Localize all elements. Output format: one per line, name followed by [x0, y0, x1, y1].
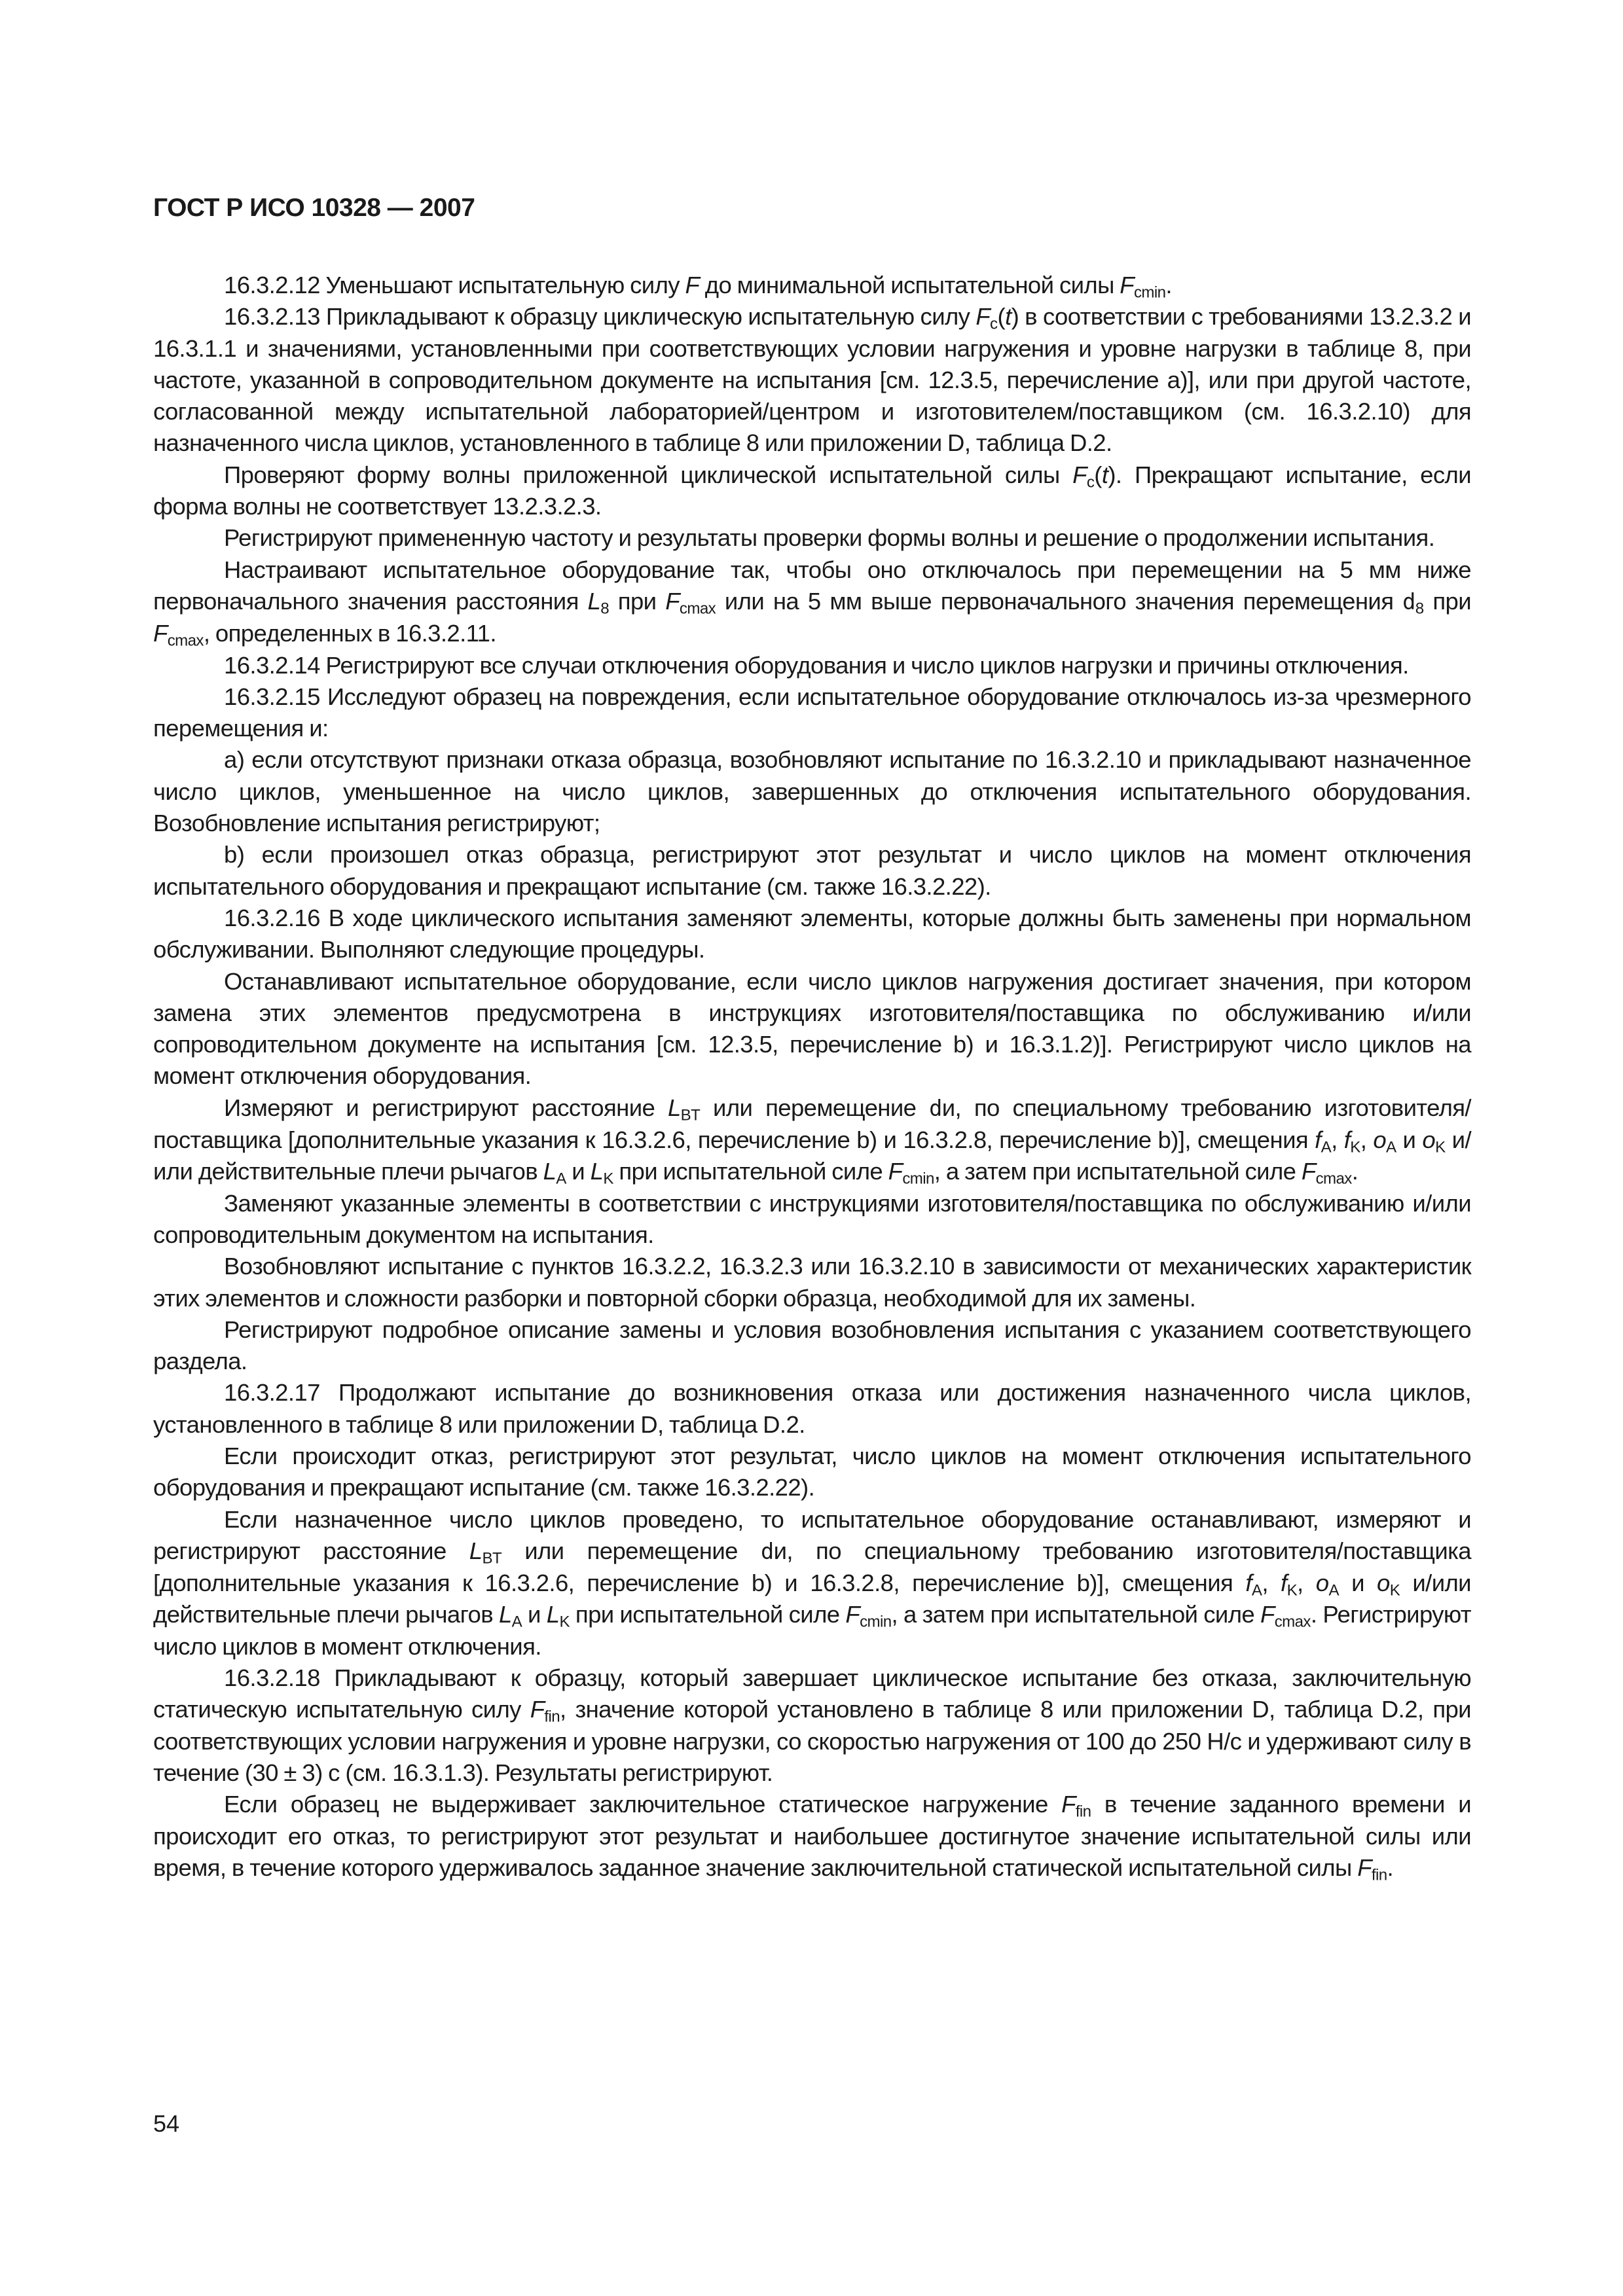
- paragraph: 16.3.2.14 Регистрируют все случаи отключения оборудования и число циклов нагрузки и причины отключения.: [224, 651, 1409, 679]
- paragraph: Если происходит отказ, регистрируют этот результат, число циклов на момент отключения испытательного оборудования и прекращают испытание (см. также 16.3.2.22).: [153, 1442, 1471, 1501]
- paragraph: Измеряют и регистрируют расстояние $L_{BT}$ или перемещение dи, по специальному требованию изготовителя/поставщика [дополнительные указания к 16.3.2.6, перечисление b) и 16.3.2.8, перечисление b)], смещения $f_A$, $f_K$, $o_A$ и $o_K$ и/или действительные плечи рычагов $L_A$ и $L_K$ при испытательной силе $F_{cmin}$, а затем при испытательной силе $F_{cmax}$.: [153, 1094, 1471, 1189]
- paragraph: 16.3.2.15 Исследуют образец на повреждения, если испытательное оборудование отключалось из-за чрезмерного перемещения и:: [153, 683, 1471, 742]
- paragraph: Останавливают испытательное оборудование, если число циклов нагружения достигает значения, при котором замена этих элементов предусмотрена в инструкциях изготовителя/поставщика по обслуживанию и/или сопроводительном документе на испытания [см. 12.3.5, перечисление b) и 16.3.1.2)]. Регистрируют число циклов на момент отключения оборудования.: [153, 967, 1471, 1090]
- paragraph: Настраивают испытательное оборудование так, чтобы оно отключалось при перемещении на 5 мм ниже первоначального значения расстояния $L_8$ при $F_{cmax}$ или на 5 мм выше первоначального значения перемещения $d_8$ при $F_{cmax}$, определенных в 16.3.2.11.: [153, 556, 1471, 650]
- paragraph: 16.3.2.16 В ходе циклического испытания заменяют элементы, которые должны быть заменены при нормальном обслуживании. Выполняют следующие процедуры.: [153, 904, 1471, 963]
- body-text: [153, 270, 1471, 1884]
- paragraph: Регистрируют примененную частоту и результаты проверки формы волны и решение о продолжении испытания.: [224, 524, 1435, 552]
- page-header: ГОСТ Р ИСО 10328 — 2007: [153, 194, 475, 222]
- paragraph: Если назначенное число циклов проведено, то испытательное оборудование останавливают, измеряют и регистрируют расстояние $L_{BT}$ или перемещение dи, по специальному требованию изготовителя/поставщика [дополнительные указания к 16.3.2.6, перечисление b) и 16.3.2.8, перечисление b)], смещения $f_A$, $f_K$, $o_A$ и $o_K$ и/или действительные плечи рычагов $L_A$ и $L_K$ при испытательной силе $F_{cmin}$, а затем при испытательной силе $F_{cmax}$. Регистрируют число циклов в момент отключения.: [153, 1505, 1471, 1660]
- paragraph: Если образец не выдерживает заключительное статическое нагружение $F_{fin}$ в течение заданного времени и происходит его отказ, то регистрируют этот результат и наибольшее достигнутое значение испытательной силы или время, в течение которого удерживалось заданное значение заключительной статической испытательной силы $F_{fin}$.: [153, 1791, 1471, 1884]
- paragraph: Заменяют указанные элементы в соответствии с инструкциями изготовителя/поставщика по обслуживанию и/или сопроводительным документом на испытания.: [153, 1189, 1471, 1248]
- paragraph: Проверяют форму волны приложенной циклической испытательной силы $F_c(t)$. Прекращают испытание, если форма волны не соответствует 13.2.3.2.3.: [153, 461, 1471, 520]
- paragraph: 16.3.2.12 Уменьшают испытательную силу F до минимальной испытательной силы $F_{cmin}$.: [224, 272, 1172, 302]
- paragraph: 16.3.2.13 Прикладывают к образцу циклическую испытательную силу $F_c(t)$ в соответствии с требованиями 13.2.3.2 и 16.3.1.1 и значениями, установленными при соответствующих условии нагружения и уровне нагрузки в таблице 8, при частоте, указанной в сопроводительном документе на испытания [см. 12.3.5, перечисление a)], или при другой частоте, согласованной между испытательной лабораторией/центром и изготовителем/поставщиком (см. 16.3.2.10) для назначенного числа циклов, установленного в таблице 8 или приложении D, таблица D.2.: [153, 303, 1471, 457]
- paragraph: Возобновляют испытание с пунктов 16.3.2.2, 16.3.2.3 или 16.3.2.10 в зависимости от механических характеристик этих элементов и сложности разборки и повторной сборки образца, необходимой для их замены.: [153, 1253, 1471, 1312]
- list-item: a) если отсутствуют признаки отказа образца, возобновляют испытание по 16.3.2.10 и прикладывают назначенное число циклов, уменьшенное на число циклов, завершенных до отключения испытательного оборудования. Возобновление испытания регистрируют;: [153, 746, 1471, 837]
- paragraph: 16.3.2.18 Прикладывают к образцу, который завершает циклическое испытание без отказа, заключительную статическую испытательную силу $F_{fin}$, значение которой установлено в таблице 8 или приложении D, таблица D.2, при соответствующих условии нагружения и уровне нагрузки, со скоростью нагружения от 100 до 250 Н/с и удерживают силу в течение (30 ± 3) с (см. 16.3.1.3). Результаты регистрируют.: [153, 1664, 1471, 1786]
- page-number: 54: [153, 2110, 180, 2137]
- paragraph: 16.3.2.17 Продолжают испытание до возникновения отказа или достижения назначенного числа циклов, установленного в таблице 8 или приложении D, таблица D.2.: [153, 1379, 1471, 1438]
- paragraph: Регистрируют подробное описание замены и условия возобновления испытания с указанием соответствующего раздела.: [153, 1316, 1471, 1375]
- list-item: b) если произошел отказ образца, регистрируют этот результат и число циклов на момент отключения испытательного оборудования и прекращают испытание (см. также 16.3.2.22).: [153, 841, 1471, 900]
